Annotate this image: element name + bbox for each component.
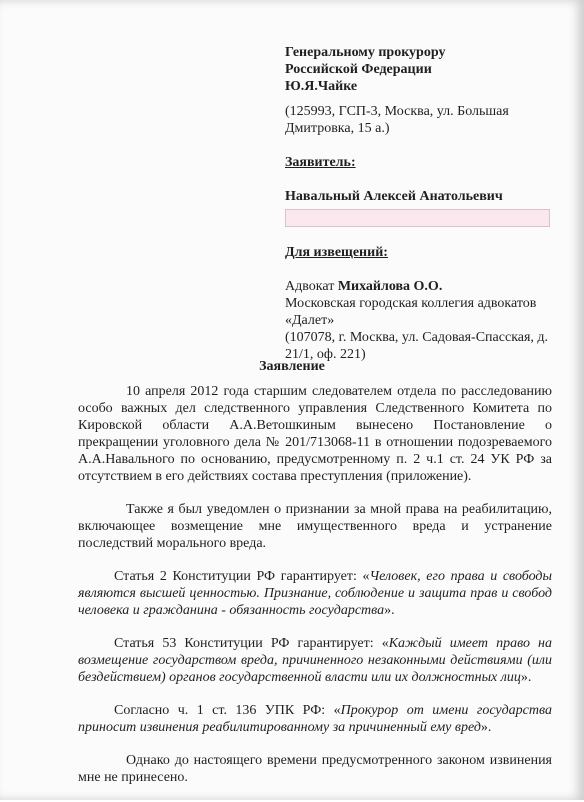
advocate-org: Московская городская коллегия адвокатов «Далет»: [285, 296, 537, 328]
p5-lead: Согласно ч. 1 ст. 136 УПК РФ: «: [114, 703, 341, 718]
p5-tail: ».: [480, 720, 492, 735]
recipient-line-1: Генеральному прокурору: [285, 45, 446, 60]
recipient-line-2: Российской Федерации: [285, 62, 432, 77]
notices-label: Для извещений:: [285, 245, 388, 260]
advocate-address: (107078, г. Москва, ул. Садовая-Спасская, д. 21/1, оф. 221): [285, 330, 549, 362]
advocate-prefix: Адвокат: [285, 279, 338, 294]
applicant-label: Заявитель:: [285, 155, 356, 170]
recipient-address: (125993, ГСП-3, Москва, ул. Большая Дмитровка, 15 а.): [285, 104, 509, 136]
p4-tail: ».: [520, 670, 532, 685]
p3-tail: ».: [384, 603, 395, 618]
paragraph-4: [78, 635, 552, 686]
document-title: Заявление: [259, 359, 325, 374]
paragraph-6: Однако до настоящего времени предусмотренного законом извинения мне не принесено.: [78, 753, 552, 785]
p3-lead: Статья 2 Конституции РФ гарантирует: «: [114, 569, 370, 584]
applicant-name: Навальный Алексей Анатольевич: [285, 189, 503, 204]
recipient-name: Ю.Я.Чайке: [285, 79, 358, 94]
p5-quote: Прокурор от имени государства приносит извинения реабилитированному за причиненный ему вред: [78, 703, 552, 735]
paragraph-2: Также я был уведомлен о признании за мной права на реабилитацию, включающее возмещение мне имущественного вреда и устранение последствий морального вреда.: [78, 502, 552, 551]
p4-quote: Каждый имеет право на возмещение государством вреда, причиненного незаконными действиями (или бездействием) органов государственной власти или их должностных лиц: [78, 636, 552, 685]
advocate-line: [285, 278, 555, 295]
paragraph-1: 10 апреля 2012 года старшим следователем отдела по расследованию особо важных дел следственного управления Следственного Комитета по Кировской области А.А.Ветошкиным вынесено Постановление о прекращении уголовного дела № 201/713068-11 в отношении подозреваемого А.А.Навального по основанию, предусмотренному п. 2 ч.1 ст. 24 УК РФ за отсутствием в его действиях состава преступления (приложение).: [78, 384, 552, 484]
addressee-block: [285, 44, 555, 363]
p4-lead: Статья 53 Конституции РФ гарантирует: «: [114, 636, 389, 651]
p3-quote: Человек, его права и свободы являются высшей ценностью. Признание, соблюдение и защита прав и свобод человека и гражданина - обязанность государства: [78, 569, 552, 618]
paragraph-3: [78, 568, 552, 619]
paragraph-5: [78, 702, 552, 736]
advocate-name: Михайлова О.О.: [337, 279, 443, 294]
redacted-field: [285, 209, 550, 227]
document-body: [78, 383, 552, 802]
